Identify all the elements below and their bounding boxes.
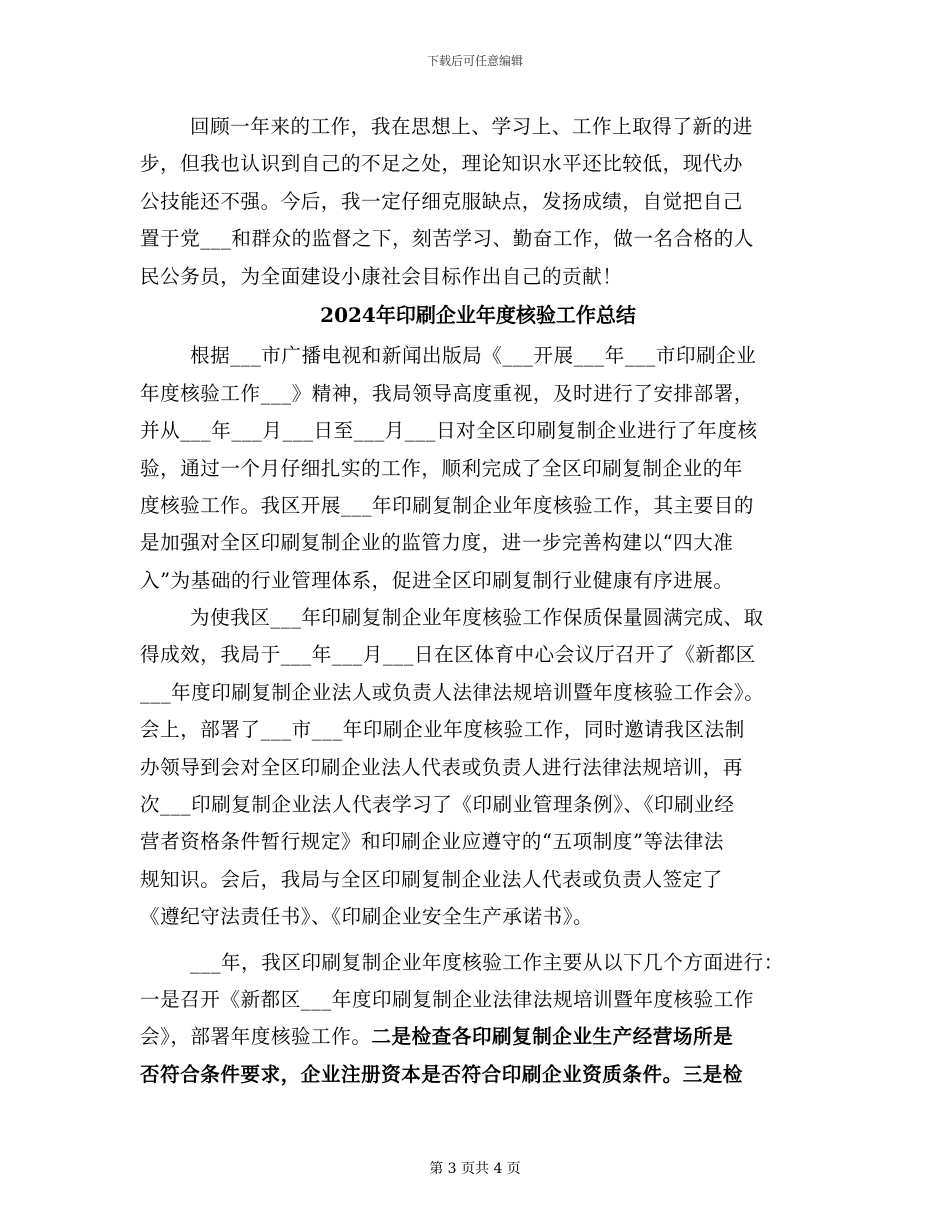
text-line: 根据___市广播电视和新闻出版局《___开展___年___市印刷企业 [190, 344, 757, 368]
text-line: 民公务员，为全面建设小康社会目标作出自己的贡献！ [140, 264, 623, 288]
text-segment: 会》，部署年度核验工作。 [140, 1025, 372, 1049]
text-line: ___年度印刷复制企业法人或负责人法律法规培训暨年度核验工作会》。 [140, 680, 765, 704]
document-body [140, 108, 816, 1093]
text-line: 置于党___和群众的监督之下，刻苦学习、勤奋工作，做一名合格的人 [140, 227, 754, 251]
paragraph-2 [140, 599, 816, 936]
page-header: 下载后可任意编辑 [426, 54, 523, 68]
text-line: 公技能还不强。今后，我一定仔细克服缺点，发扬成绩，自觉把自己 [140, 189, 744, 213]
paragraph-3 [140, 944, 816, 1094]
text-line: ___年，我区印刷复制企业年度核验工作主要从以下几个方面进行： [190, 950, 784, 974]
text-line: 规知识。会后，我局与全区印刷复制企业法人代表或负责人签定了 [140, 867, 723, 891]
text-line: 《遵纪守法责任书》、《印刷企业安全生产承诺书》。 [140, 905, 594, 929]
text-line: 办领导到会对全区印刷企业法人代表或负责人进行法律法规培训，再 [140, 755, 744, 779]
text-line: 营者资格条件暂行规定》和印刷企业应遵守的“五项制度”等法律法 [140, 830, 724, 854]
text-line: 入”为基础的行业管理体系，促进全区印刷复制行业健康有序进展。 [140, 568, 734, 592]
text-line: 为使我区___年印刷复制企业年度核验工作保质保量圆满完成、取 [190, 606, 764, 630]
text-line: 度核验工作。我区开展___年印刷复制企业年度核验工作，其主要目的 [140, 493, 754, 517]
paragraph-1 [140, 337, 816, 599]
text-line: 一是召开《新都区___年度印刷复制企业法律法规培训暨年度核验工作 [140, 987, 754, 1011]
text-line: 得成效，我局于___年___月___日在区体育中心会议厅召开了《新都区 [140, 643, 756, 667]
text-line: 验，通过一个月仔细扎实的工作，顺利完成了全区印刷复制企业的年 [140, 456, 744, 480]
page-footer: 第 3 页共 4 页 [429, 1161, 521, 1177]
text-line: 年度核验工作___》精神，我局领导高度重视，及时进行了安排部署， [140, 381, 754, 405]
text-line: 是加强对全区印刷复制企业的监管力度，进一步完善构建以“四大准 [140, 531, 734, 555]
text-line: 回顾一年来的工作，我在思想上、学习上、工作上取得了新的进 [190, 115, 753, 138]
text-line: 次___印刷复制企业法人代表学习了《印刷业管理条例》、《印刷业经 [140, 793, 735, 817]
text-line-mixed [140, 1018, 816, 1055]
bold-text-segment: 二是检查各印刷复制企业生产经营场所是 [371, 1025, 734, 1049]
text-line: 并从___年___月___日至___月___日对全区印刷复制企业进行了年度核 [140, 419, 758, 443]
intro-paragraph [140, 108, 816, 295]
bold-text-line: 否符合条件要求，企业注册资本是否符合印刷企业资质条件。三是检 [140, 1062, 744, 1086]
document-title: 2024年印刷企业年度核验工作总结 [320, 302, 636, 327]
text-line: 会上，部署了___市___年印刷企业年度核验工作，同时邀请我区法制 [140, 718, 745, 742]
text-line: 步，但我也认识到自己的不足之处，理论知识水平还比较低，现代办 [140, 152, 744, 176]
